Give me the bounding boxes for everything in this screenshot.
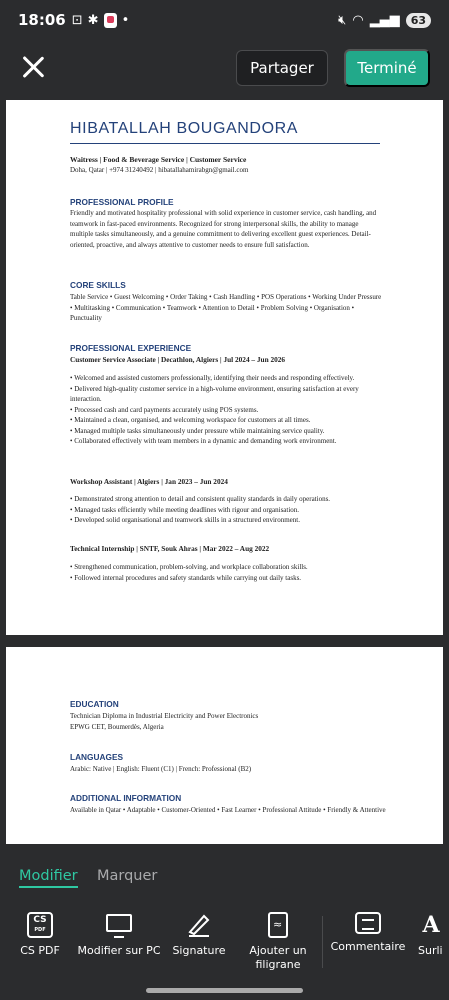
list-item: • Maintained a clean, organised, and welcoming workspace for customers at all times. [70,415,382,426]
list-item: • Managed multiple tasks simultaneously under pressure while maintaining service quality. [70,426,382,437]
list-item: • Processed cash and card payments accurately using POS systems. [70,405,382,416]
toolbar-divider [322,916,323,968]
languages-heading: LANGUAGES [70,752,124,762]
job-title: Workshop Assistant | Algiers | Jan 2023 – Jun 2024 [70,477,228,486]
additional-heading: ADDITIONAL INFORMATION [70,793,182,803]
comment-icon [355,912,381,934]
additional-text: Available in Qatar • Adaptable • Customer-Oriented • Fast Learner • Professional Attitude • Friendly & Attentive [70,806,386,814]
list-item: • Collaborated effectively with team members in a dynamic and demanding work environment. [70,436,382,447]
status-bar [0,0,449,40]
list-item: • Developed solid organisational and teamwork skills in a structured environment. [70,515,382,526]
watermark-icon [268,912,288,938]
job-bullets [70,494,382,526]
education-line: EPWG CET, Boumerdès, Algeria [70,723,164,731]
education-heading: EDUCATION [70,699,119,709]
cs-pdf-button[interactable]: CS PDF CS PDF [0,912,82,958]
dot-icon: • [121,12,130,28]
tools-row [0,912,449,978]
name-divider [70,143,380,144]
wifi-icon: ◠ [352,12,364,28]
comment-button[interactable]: Commentaire [326,912,410,954]
signal-icon: ▂▄▆ [369,12,400,28]
job-bullets [70,562,382,583]
skills-heading: CORE SKILLS [70,280,126,290]
job-title: Customer Service Associate | Decathlon, Algiers | Jul 2024 – Jun 2026 [70,355,286,364]
top-bar [0,46,449,90]
settings-icon: ✱ [87,12,99,28]
resume-headline: Waitress | Food & Beverage Service | Customer Service [70,155,247,164]
battery-indicator: 63 [406,13,431,28]
app-notification-icon [104,13,117,28]
signature-icon [186,912,212,938]
resume-name: HIBATALLAH BOUGANDORA [70,120,299,137]
profile-heading: PROFESSIONAL PROFILE [70,197,174,207]
bottom-tabs [0,866,449,890]
close-icon[interactable] [20,54,46,80]
cs-pdf-icon: CS PDF [27,912,53,938]
tab-modifier[interactable]: Modifier [19,868,78,884]
languages-text: Arabic: Native | English: Fluent (C1) | French: Professional (B2) [70,765,252,773]
status-time: 18:06 [18,11,66,29]
experience-heading: PROFESSIONAL EXPERIENCE [70,343,192,353]
job-bullets [70,373,382,447]
edit-on-pc-button[interactable]: Modifier sur PC [77,912,161,958]
list-item: • Strengthened communication, problem-solving, and workplace collaboration skills. [70,562,382,573]
tab-marquer[interactable]: Marquer [97,868,158,884]
list-item: • Followed internal procedures and safety standards while carrying out daily tasks. [70,573,382,584]
mute-icon: 🔇︎ [338,12,347,28]
highlight-icon: A [422,912,440,938]
home-indicator[interactable] [146,988,303,993]
share-button[interactable]: Partager [236,50,328,86]
profile-text: Friendly and motivated hospitality professional with solid experience in customer service, cash handling, and teamwork in fast-paced environments. Recognized for strong interpersonal skills, the ability to manage multiple tasks simultaneously, and a genuine commitment to delivering excellent guest experiences. Detail-oriented, proactive, and always attentive to customer needs to ensure full satisfaction. [70,209,377,249]
job-title: Technical Internship | SNTF, Souk Ahras | Mar 2022 – Aug 2022 [70,544,270,553]
skills-text: Table Service • Guest Welcoming • Order Taking • Cash Handling • POS Operations • Working Under Pressure • Multitasking • Communication • Teamwork • Attention to Detail • Problem Solving • Organisation • Punctuality [70,293,382,322]
document-page-2[interactable] [6,647,443,844]
list-item: • Demonstrated strong attention to detail and consistent quality standards in daily operations. [70,494,382,505]
monitor-icon [106,914,132,932]
screenshot-icon: ⊡ [71,12,83,28]
list-item: • Managed tasks efficiently while meeting deadlines with rigour and organisation. [70,505,382,516]
list-item: • Delivered high-quality customer service in a high-volume environment, ensuring satisfaction at every interaction. [70,384,382,405]
done-button[interactable]: Terminé [344,49,430,87]
highlight-button[interactable]: A Surli [418,912,443,957]
education-line: Technician Diploma in Industrial Electricity and Power Electronics [70,712,259,720]
add-watermark-button[interactable]: ≈ Ajouter un filigrane [236,912,320,972]
list-item: • Welcomed and assisted customers professionally, identifying their needs and responding effectively. [70,373,382,384]
signature-button[interactable]: Signature [157,912,241,958]
document-page-1[interactable] [6,100,443,635]
resume-contact: Doha, Qatar | +974 31240492 | hibatallahamirabgn@gmail.com [70,166,249,174]
